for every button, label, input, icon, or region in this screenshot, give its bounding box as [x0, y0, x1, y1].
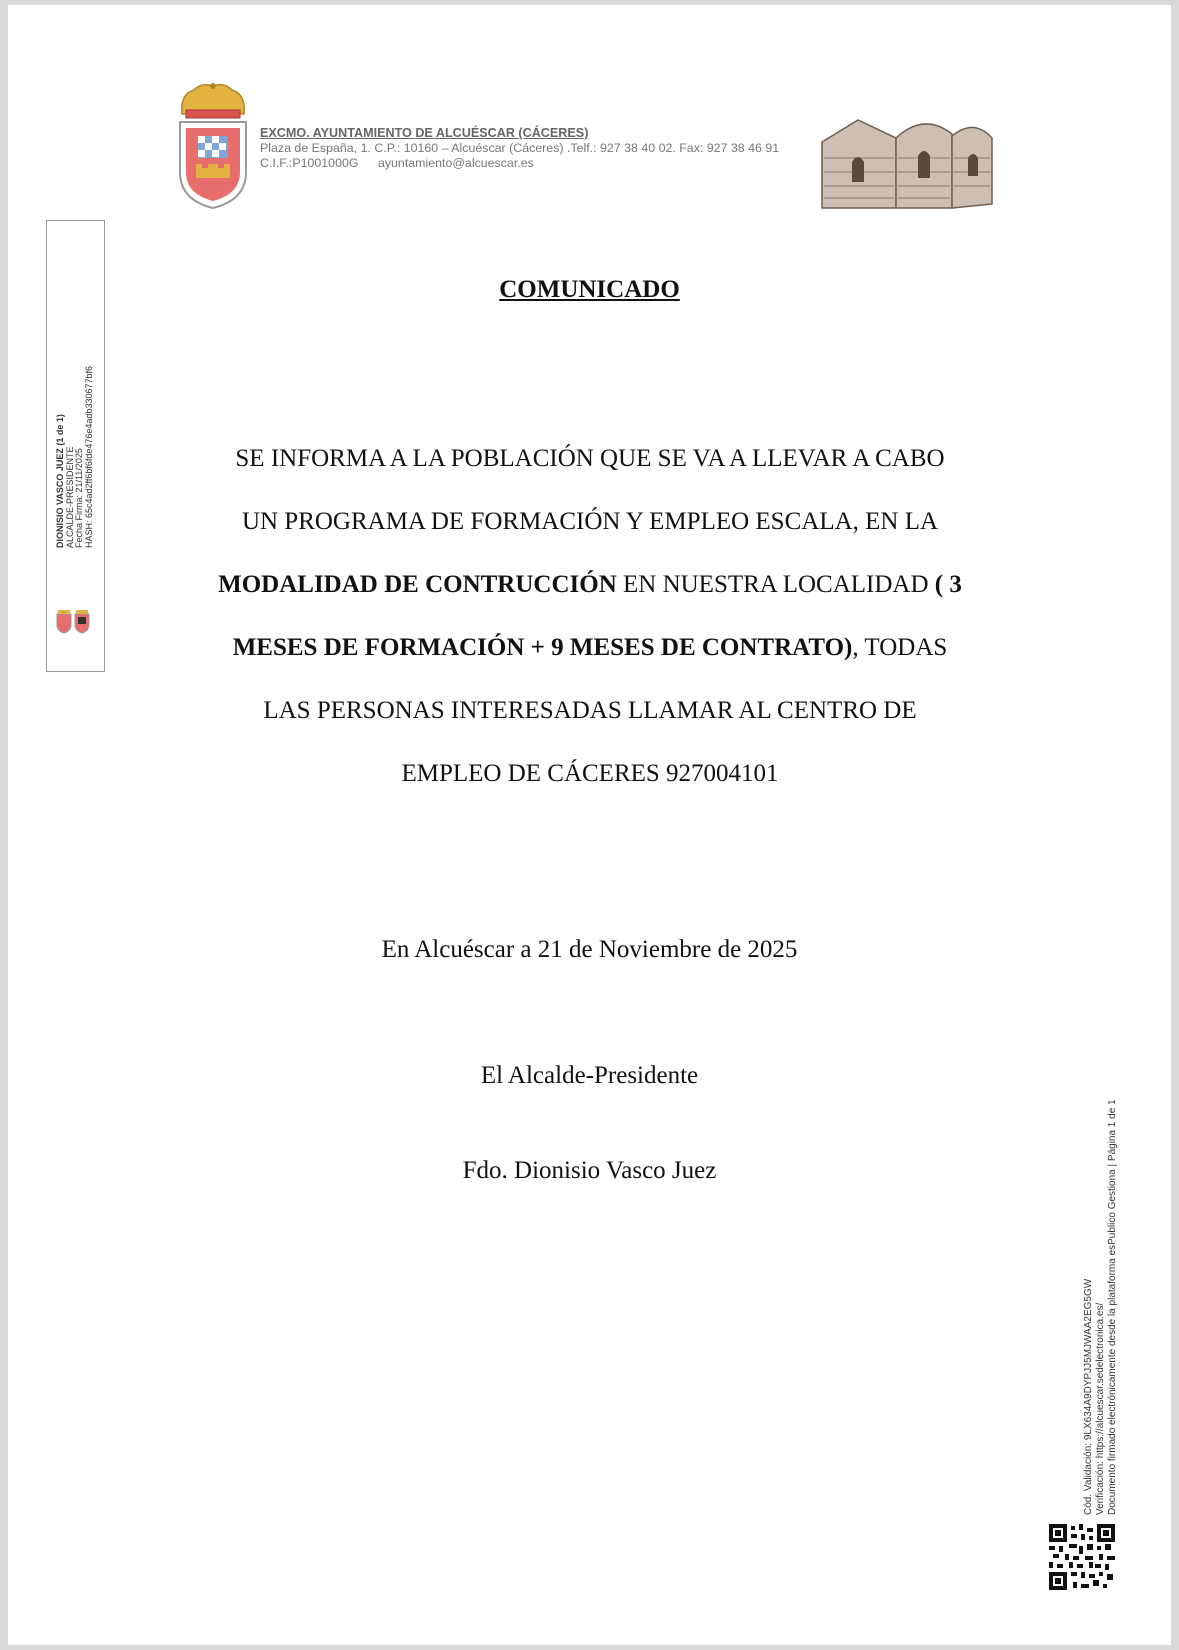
document-title: COMUNICADO: [499, 276, 680, 303]
stamp-date: Fecha Firma: 21/11/2025: [74, 448, 85, 548]
validation-url: Verificación: https://alcuescar.sedelectronica.es/: [1095, 1302, 1106, 1515]
validation-code: Cód. Validación: 9LX634A9DYPJJ5MJWAA2EG5GW: [1083, 1278, 1094, 1515]
org-name: EXCMO. AYUNTAMIENTO DE ALCUÉSCAR (CÁCERES): [260, 126, 589, 140]
body-line: [160, 616, 1020, 679]
validation-platform: Documento firmado electrónicamente desde la plataforma esPublico Gestiona | Página 1 de 1: [1107, 1099, 1118, 1515]
org-address: Plaza de España, 1. C.P.: 10160 – Alcuéscar (Cáceres) .Telf.: 927 38 40 02. Fax: 927 38 46 91: [260, 141, 780, 155]
body-text: EN NUESTRA LOCALIDAD: [616, 571, 935, 598]
body-line: LAS PERSONAS INTERESADAS LLAMAR AL CENTRO DE: [263, 697, 917, 724]
body-line: EMPLEO DE CÁCERES 927004101: [401, 760, 779, 787]
signer-role: El Alcalde-Presidente: [480, 1062, 699, 1089]
body-bold: MESES DE FORMACIÓN + 9 MESES DE CONTRATO): [232, 634, 853, 661]
stamp-hash: HASH: 65c4ad2ff6bf6fde476e4adb330677bf6: [83, 366, 94, 548]
validation-text: [1083, 1099, 1119, 1515]
qr-code: [1049, 1524, 1115, 1590]
body-line: [160, 553, 1020, 616]
body-line: SE INFORMA A LA POBLACIÓN QUE SE VA A LLEVAR A CABO: [235, 445, 945, 472]
church-illustration: [818, 112, 996, 210]
body-line: UN PROGRAMA DE FORMACIÓN Y EMPLEO ESCALA, EN LA: [241, 508, 939, 535]
signature-stamp-text: [56, 366, 94, 548]
stamp-role: ALCALDE-PRESIDENTE: [64, 446, 75, 548]
signer-name: Fdo. Dionisio Vasco Juez: [462, 1157, 717, 1184]
document-body: [160, 427, 1020, 805]
document-date: En Alcuéscar a 21 de Noviembre de 2025: [381, 936, 798, 963]
document-page: [8, 5, 1171, 1645]
coat-of-arms-logo: [172, 80, 254, 212]
org-cif: C.I.F.:P1001000G: [260, 156, 359, 170]
letterhead: [260, 126, 779, 171]
stamp-logos: [54, 608, 94, 634]
body-bold: MODALIDAD DE CONTRUCCIÓN: [218, 571, 617, 598]
body-text: , TODAS: [852, 634, 948, 661]
stamp-signer: DIONISIO VASCO JUEZ (1 de 1): [55, 414, 65, 548]
org-email: ayuntamiento@alcuescar.es: [377, 156, 534, 170]
body-bold: ( 3: [934, 571, 962, 598]
